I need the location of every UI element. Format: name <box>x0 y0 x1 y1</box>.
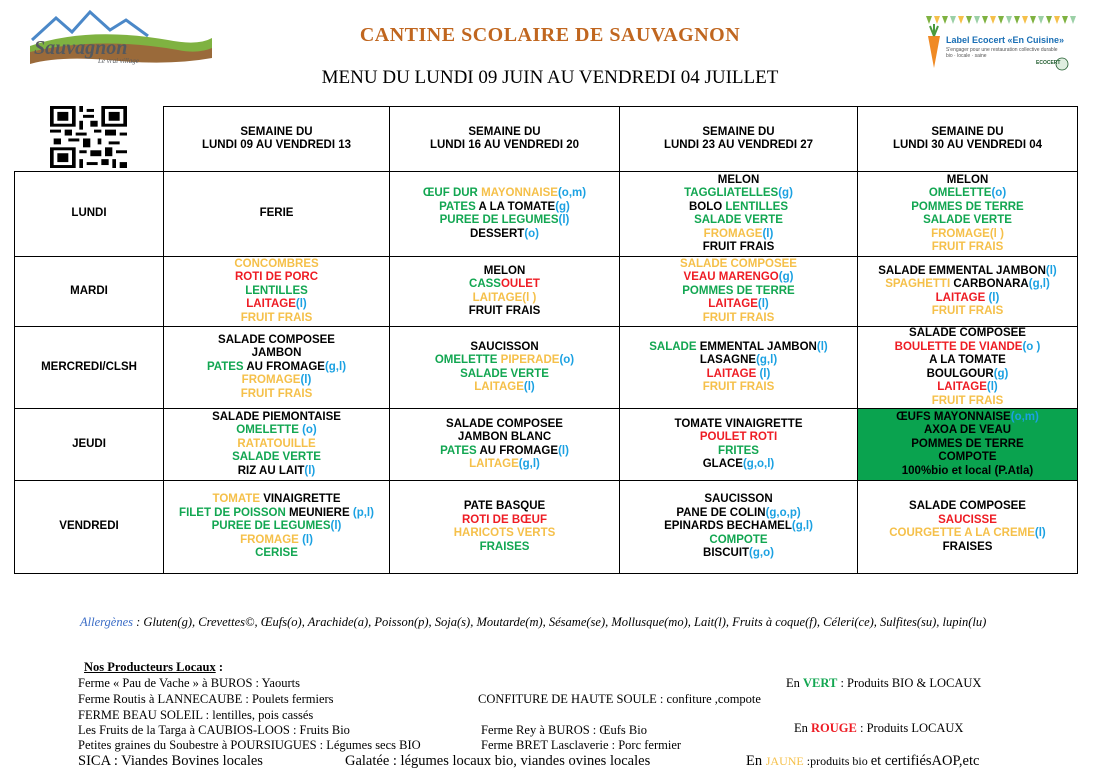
menu-item <box>392 527 617 541</box>
menu-item-text: BOULGOUR <box>926 367 994 380</box>
menu-item-text: POULET ROTI <box>699 431 778 443</box>
week-header-3: SEMAINE DU LUNDI 23 AU VENDREDI 27 <box>620 107 858 172</box>
menu-item-text: (o,m) <box>1010 410 1039 423</box>
menu-item-text: (l) <box>986 381 998 393</box>
menu-item <box>392 381 617 395</box>
menu-cell <box>164 257 390 327</box>
menu-cell <box>620 172 858 257</box>
menu-item-text: (l) <box>757 298 769 311</box>
menu-item-text: MELON <box>717 173 760 186</box>
menu-item-text: (g) <box>778 187 793 199</box>
menu-cell <box>164 481 390 574</box>
menu-item <box>860 465 1075 479</box>
menu-item-text: LAITAGE <box>937 381 987 393</box>
menu-item <box>166 520 387 534</box>
ecocert-title: Label Ecocert «En Cuisine» <box>946 35 1065 45</box>
menu-item-text: AXOA DE VEAU <box>923 424 1012 437</box>
menu-item-text: SALADE COMPOSEE <box>218 333 335 346</box>
logo-tagline: Le vrai village <box>98 57 139 65</box>
menu-cell <box>164 409 390 481</box>
menu-cell <box>620 327 858 409</box>
menu-item-text: PUREE DE LEGUMES <box>439 214 559 226</box>
menu-cell <box>164 327 390 409</box>
menu-item-text: MAYONNAISE <box>481 187 558 199</box>
menu-item-text: LAITAGE <box>246 298 296 311</box>
menu-item <box>622 534 855 548</box>
menu-cell-highlight <box>858 409 1078 481</box>
menu-item-text: ROTI DE PORC <box>234 271 319 284</box>
menu-item-text: RATATOUILLE <box>237 437 316 450</box>
menu-cell <box>390 257 620 327</box>
menu-item-text: PIPERADE <box>500 354 560 366</box>
menu-item <box>622 187 855 201</box>
menu-item-text: (l) <box>330 520 342 533</box>
menu-item <box>166 374 387 388</box>
menu-item-text: (g) <box>993 367 1009 380</box>
menu-item <box>622 520 855 534</box>
menu-item <box>166 507 387 521</box>
menu-item-text: (l) <box>523 381 535 393</box>
menu-item <box>166 534 387 548</box>
menu-item <box>622 341 855 355</box>
menu-item-text: LAITAGE <box>469 458 519 470</box>
menu-item-text: SALADE PIEMONTAISE <box>212 410 341 423</box>
menu-cell <box>620 257 858 327</box>
menu-item-text: OMELETTE <box>236 424 303 437</box>
menu-item <box>166 207 387 221</box>
menu-item <box>860 241 1075 255</box>
menu-item-text: TOMATE <box>212 493 264 506</box>
menu-item-text: PATES <box>206 360 247 373</box>
menu-item-text: SALADE VERTE <box>232 451 321 464</box>
producer-line: Ferme Rey à BUROS : Œufs Bio <box>481 723 647 737</box>
producer-line: Galatée : légumes locaux bio, viandes ovines locales <box>345 753 651 769</box>
menu-item-text: BISCUIT <box>703 547 750 560</box>
producer-line: Ferme « Pau de Vache » à BUROS : Yaourts <box>78 676 300 690</box>
legend-gold: En JAUNE :produits bio et certifiésAOP,etc <box>746 753 980 769</box>
menu-item <box>860 201 1075 215</box>
menu-item-text: FILET DE POISSON <box>179 506 289 519</box>
menu-item <box>622 201 855 215</box>
menu-item-text: A LA TOMATE <box>478 200 556 213</box>
menu-item <box>166 271 387 285</box>
menu-item-text: SALADE VERTE <box>460 367 549 380</box>
menu-item-text: OMELETTE <box>434 354 501 366</box>
menu-item-text: LAITAGE <box>708 298 758 311</box>
day-row-lundi <box>15 172 1078 257</box>
menu-item-text: FROMAGE(l ) <box>931 227 1004 240</box>
menu-item <box>860 174 1075 188</box>
menu-item <box>860 368 1075 382</box>
menu-item <box>860 451 1075 465</box>
menu-item-text: MEUNIERE <box>288 506 353 519</box>
menu-item <box>392 201 617 215</box>
menu-item-text: FROMAGE <box>240 533 303 546</box>
menu-item <box>860 228 1075 242</box>
menu-cell <box>858 172 1078 257</box>
menu-item-text: SALADE COMPOSEE <box>909 327 1026 339</box>
menu-item <box>392 228 617 242</box>
menu-item-text: PUREE DE LEGUMES <box>211 520 331 533</box>
menu-item-text: (o) <box>991 187 1007 199</box>
menu-item <box>622 458 855 472</box>
menu-item <box>860 187 1075 201</box>
day-label: JEUDI <box>15 409 164 481</box>
day-label: MERCREDI/CLSH <box>15 327 164 409</box>
menu-item-text: COURGETTE A LA CREME <box>889 527 1035 539</box>
menu-item <box>622 507 855 521</box>
day-label: LUNDI <box>15 172 164 257</box>
producer-line: SICA : Viandes Bovines locales <box>78 753 263 769</box>
menu-item <box>860 514 1075 528</box>
menu-item-text: DESSERT <box>469 227 525 240</box>
menu-item <box>860 214 1075 228</box>
carrot-icon <box>928 24 940 68</box>
menu-item <box>392 305 617 319</box>
menu-item-text: (l) <box>1045 264 1057 277</box>
menu-item <box>166 547 387 561</box>
producer-line: Ferme Routis à LANNECAUBE : Poulets fermiers <box>78 692 334 706</box>
menu-cell <box>858 257 1078 327</box>
menu-item-text: SALADE COMPOSEE <box>446 417 563 430</box>
menu-item <box>622 258 855 272</box>
menu-item-text: AU FROMAGE <box>246 360 325 373</box>
menu-item-text: (l) <box>762 227 774 240</box>
menu-item <box>622 418 855 432</box>
menu-item-text: ŒUFS MAYONNAISE <box>896 410 1011 423</box>
menu-item <box>622 368 855 382</box>
menu-item-text: LENTILLES <box>725 200 789 213</box>
menu-item-text: SAUCISSE <box>938 513 997 526</box>
menu-item-text: OMELETTE <box>928 187 992 199</box>
producers-heading: Nos Producteurs Locaux : <box>84 660 224 674</box>
menu-item-text: CARBONARA <box>953 278 1029 290</box>
menu-item <box>392 354 617 368</box>
menu-item <box>860 327 1075 341</box>
menu-item-text: FRUIT FRAIS <box>240 311 313 324</box>
menu-cell <box>620 481 858 574</box>
menu-item-text: SALADE COMPOSEE <box>909 500 1026 512</box>
menu-item-text: SALADE COMPOSEE <box>680 257 797 270</box>
menu-item <box>622 312 855 326</box>
day-row-jeudi <box>15 409 1078 481</box>
menu-item <box>860 278 1075 292</box>
producer-line: CONFITURE DE HAUTE SOULE : confiture ,compote <box>478 692 761 706</box>
menu-item-text: FRUIT FRAIS <box>702 311 775 324</box>
menu-item <box>392 187 617 201</box>
menu-item-text: (l) <box>1034 527 1046 539</box>
menu-item-text: (l) <box>558 214 570 226</box>
menu-item-text: (l) <box>302 533 313 546</box>
menu-cell <box>390 481 620 574</box>
menu-item-text: (o) <box>524 227 539 240</box>
menu-item-text: ROTI DE BŒUF <box>462 513 547 526</box>
menu-item <box>166 388 387 402</box>
bunting-icon <box>926 16 1076 24</box>
menu-cell <box>620 409 858 481</box>
day-label: VENDREDI <box>15 481 164 574</box>
menu-item <box>860 341 1075 355</box>
menu-item-text: (o) <box>559 354 575 366</box>
menu-item <box>166 438 387 452</box>
menu-item <box>392 418 617 432</box>
menu-item <box>860 265 1075 279</box>
menu-item <box>622 241 855 255</box>
menu-item <box>392 278 617 292</box>
menu-item-text: LENTILLES <box>245 284 308 297</box>
producer-line: Petites graines du Soubestre à POURSIUGUES : Légumes secs BIO <box>78 738 421 752</box>
menu-item-text: CERISE <box>255 547 298 560</box>
menu-item <box>860 354 1075 368</box>
menu-item-text: (g) <box>555 200 570 213</box>
week-header-2: SEMAINE DU LUNDI 16 AU VENDREDI 20 <box>390 107 620 172</box>
producer-line: Les Fruits de la Targa à CAUBIOS-LOOS : Fruits Bio <box>78 723 350 737</box>
menu-item-text: ŒUF DUR <box>422 187 482 199</box>
menu-item-text: BOULETTE DE VIANDE <box>894 340 1023 353</box>
menu-item-text: (g,l) <box>1028 278 1050 290</box>
menu-item-text: CASS <box>469 278 501 290</box>
menu-item <box>166 258 387 272</box>
menu-item-text: OULET <box>500 278 540 290</box>
menu-item-text: FRUIT FRAIS <box>468 305 541 317</box>
menu-item-text: AU FROMAGE <box>479 444 559 457</box>
menu-item-text: POMMES DE TERRE <box>911 200 1024 213</box>
menu-item-text: (l) <box>304 464 316 477</box>
menu-item-text: FRUIT FRAIS <box>931 241 1004 253</box>
menu-item <box>622 298 855 312</box>
logo-name: Sauvagnon <box>34 37 128 59</box>
menu-item-text: VINAIGRETTE <box>263 493 341 506</box>
menu-item <box>622 354 855 368</box>
menu-item-text: (g,o) <box>749 547 774 560</box>
menu-item <box>860 500 1075 514</box>
menu-item-text: SALADE VERTE <box>923 214 1012 226</box>
menu-item <box>166 298 387 312</box>
qr-code-icon <box>50 106 127 168</box>
menu-item-text: FRUIT FRAIS <box>240 387 313 400</box>
menu-item-text: (o) <box>302 424 317 437</box>
menu-item-text: CONCOMBRES <box>234 257 319 270</box>
menu-item <box>166 411 387 425</box>
menu-cell <box>390 172 620 257</box>
menu-item-text: (l) <box>816 340 828 353</box>
menu-item-text: TOMATE VINAIGRETTE <box>674 417 803 430</box>
menu-item <box>166 361 387 375</box>
menu-item-text: HARICOTS VERTS <box>453 527 556 539</box>
menu-item <box>392 214 617 228</box>
producer-line: FERME BEAU SOLEIL : lentilles, pois cassés <box>78 708 314 722</box>
menu-item <box>392 341 617 355</box>
menu-cell <box>390 409 620 481</box>
menu-item-text: FROMAGE <box>241 374 301 387</box>
menu-cell <box>390 327 620 409</box>
menu-item-text: FRUIT FRAIS <box>702 241 775 253</box>
menu-item <box>166 451 387 465</box>
menu-item-text: (l) <box>300 374 312 387</box>
page-subtitle: MENU DU LUNDI 09 JUIN AU VENDREDI 04 JUILLET <box>321 67 779 88</box>
menu-item-text: RIZ AU LAIT <box>237 464 305 477</box>
menu-item <box>860 424 1075 438</box>
menu-item-text: PATES <box>439 200 479 213</box>
menu-item <box>860 292 1075 306</box>
menu-item-text: FRUIT FRAIS <box>702 381 775 393</box>
menu-item-text: PATE BASQUE <box>463 500 546 512</box>
menu-item <box>392 431 617 445</box>
menu-item <box>166 334 387 348</box>
menu-item <box>622 493 855 507</box>
day-row-mardi <box>15 257 1078 327</box>
menu-item <box>860 541 1075 555</box>
menu-item-text: (g,l) <box>756 354 778 366</box>
menu-item-text: PANE DE COLIN <box>676 506 766 519</box>
menu-item-text: TAGGLIATELLES <box>684 187 779 199</box>
menu-item-text: 100%bio et local (P.Atla) <box>901 464 1034 477</box>
menu-item <box>860 438 1075 452</box>
menu-item <box>392 541 617 555</box>
day-label: MARDI <box>15 257 164 327</box>
menu-item-text: MELON <box>946 173 989 186</box>
menu-item-text: (l) <box>988 291 1000 304</box>
menu-item-text: VEAU MARENGO <box>683 271 779 284</box>
menu-item-text: (g,o,l) <box>742 458 775 470</box>
menu-item <box>392 514 617 528</box>
menu-item <box>166 424 387 438</box>
menu-item-text: POMMES DE TERRE <box>682 284 795 297</box>
menu-item-text: JAMBON <box>251 347 302 360</box>
menu-item <box>860 411 1075 425</box>
menu-item-text: (g,l) <box>791 520 813 533</box>
menu-item <box>166 347 387 361</box>
menu-item-text: LASAGNE <box>699 354 757 366</box>
menu-item-text: FRAISES <box>942 540 993 553</box>
menu-item-text: LAITAGE <box>935 291 989 304</box>
menu-item-text: FRITES <box>718 444 759 457</box>
ecocert-badge: ECOCERT <box>1036 60 1061 66</box>
day-row-mercredi <box>15 327 1078 409</box>
menu-item <box>166 465 387 479</box>
menu-item-text: LAITAGE <box>706 367 760 380</box>
menu-item <box>622 445 855 459</box>
menu-item-text: COMPOTE <box>709 533 768 546</box>
menu-item-text: A LA TOMATE <box>929 354 1006 366</box>
menu-item <box>860 305 1075 319</box>
menu-item-text: (o ) <box>1022 340 1041 353</box>
menu-item-text: GLACE <box>702 458 743 470</box>
menu-item-text: (l) <box>558 444 569 457</box>
menu-item <box>166 312 387 326</box>
menu-item-text: (l) <box>759 367 771 380</box>
menu-item-text: SALADE VERTE <box>694 214 783 226</box>
menu-item <box>622 228 855 242</box>
menu-cell <box>858 481 1078 574</box>
menu-item <box>622 214 855 228</box>
menu-item <box>622 174 855 188</box>
menu-item <box>622 381 855 395</box>
menu-item <box>392 500 617 514</box>
menu-item <box>860 527 1075 541</box>
menu-item-text: (g) <box>778 271 794 284</box>
menu-item <box>622 271 855 285</box>
menu-item-text: LAITAGE(l ) <box>472 291 537 304</box>
menu-item-text: FERIE <box>259 207 294 220</box>
menu-item-text: FRUIT FRAIS <box>931 305 1004 317</box>
menu-item-text: (p,l) <box>352 506 374 519</box>
menu-item-text: (l) <box>295 298 307 311</box>
menu-cell <box>164 172 390 257</box>
menu-item <box>392 445 617 459</box>
menu-cell <box>858 327 1078 409</box>
menu-item-text: SAUCISSON <box>470 340 539 353</box>
menu-item-text: POMMES DE TERRE <box>911 437 1024 450</box>
menu-item <box>166 285 387 299</box>
menu-item <box>392 265 617 279</box>
menu-item-text: SPAGHETTI <box>885 278 954 290</box>
menu-item-text: EMMENTAL JAMBON <box>699 340 817 353</box>
day-row-vendredi <box>15 481 1078 574</box>
menu-item <box>622 285 855 299</box>
week-header-row <box>15 107 1078 172</box>
menu-item-text: (g,l) <box>324 360 347 373</box>
menu-item-text: (g,l) <box>518 458 540 470</box>
menu-item <box>392 458 617 472</box>
week-header-1: SEMAINE DU LUNDI 09 AU VENDREDI 13 <box>164 107 390 172</box>
menu-item-text: FRUIT FRAIS <box>931 394 1004 407</box>
allergens-note: Allergènes : Gluten(g), Crevettes©, Œufs(o), Arachide(a), Poisson(p), Soja(s), Moutarde(m), Sésame(se), Mollusque(mo), Lait(l), Fruits à coque(f), Céleri(ce), Sulfites(su), lupin(lu) <box>80 615 987 629</box>
menu-item-text: JAMBON BLANC <box>457 431 552 443</box>
menu-item <box>860 395 1075 409</box>
menu-item-text: LAITAGE <box>474 381 524 393</box>
menu-item-text: EPINARDS BECHAMEL <box>664 520 792 533</box>
menu-item <box>166 493 387 507</box>
week-header-4: SEMAINE DU LUNDI 30 AU VENDREDI 04 <box>858 107 1078 172</box>
menu-item <box>622 431 855 445</box>
menu-item-text: SALADE <box>649 340 700 353</box>
ecocert-caption: S'engager pour une restauration collective durable bio · locale · saine <box>946 47 1058 59</box>
legend-green: En VERT : Produits BIO & LOCAUX <box>786 676 982 690</box>
menu-item-text: FROMAGE <box>703 227 763 240</box>
producer-line: Ferme BRET Lasclaverie : Porc fermier <box>481 738 682 752</box>
menu-item-text: COMPOTE <box>938 451 997 464</box>
menu-item-text: MELON <box>483 264 526 277</box>
menu-item-text: FRAISES <box>479 540 530 553</box>
menu-item-text: (g,o,p) <box>765 506 801 519</box>
menu-item-text: SALADE EMMENTAL JAMBON <box>878 264 1046 277</box>
menu-item <box>392 368 617 382</box>
menu-item <box>860 381 1075 395</box>
menu-item-text: (o,m) <box>557 187 587 199</box>
legend-red: En ROUGE : Produits LOCAUX <box>794 721 964 735</box>
menu-item <box>622 547 855 561</box>
page-title: CANTINE SCOLAIRE DE SAUVAGNON <box>359 24 741 46</box>
menu-item-text: SAUCISSON <box>704 493 773 506</box>
menu-table <box>14 106 1078 574</box>
menu-item-text: PATES <box>440 444 480 457</box>
menu-item-text: BOLO <box>688 200 726 213</box>
menu-item <box>392 292 617 306</box>
